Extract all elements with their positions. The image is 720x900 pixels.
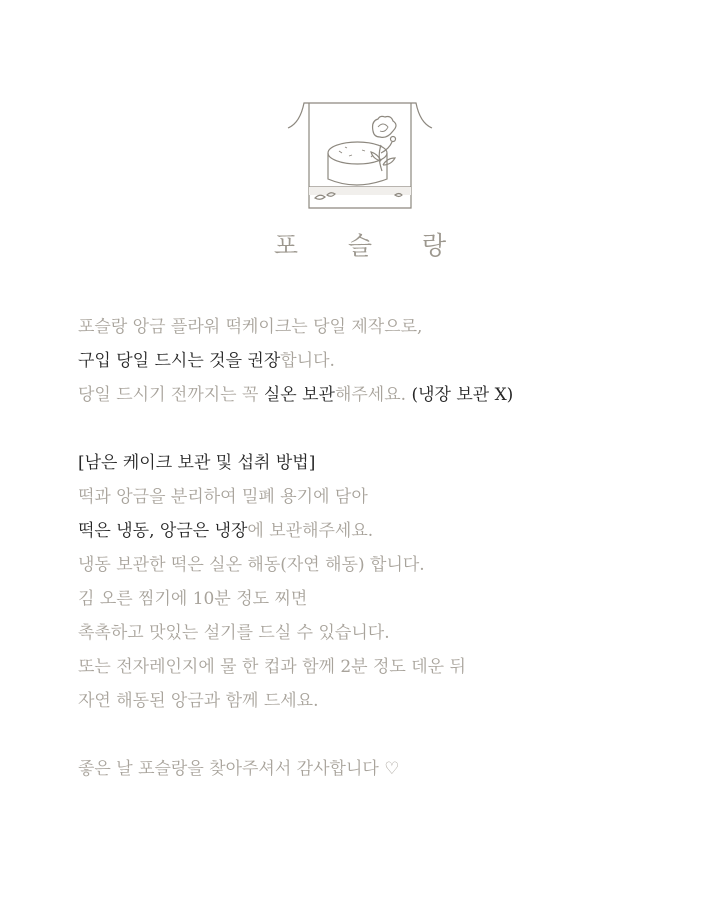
plain-text: 당일 드시기 전까지는 꼭 bbox=[78, 385, 264, 405]
plain-text: 에 보관해주세요. bbox=[247, 521, 374, 541]
storage-line-7: 자연 해동된 앙금과 함께 드세요. bbox=[78, 691, 319, 711]
storage-line-5: 촉촉하고 맛있는 설기를 드실 수 있습니다. bbox=[78, 623, 390, 643]
emphasis-text: 떡은 냉동, 앙금은 냉장 bbox=[78, 521, 248, 541]
spacer bbox=[78, 718, 698, 752]
emphasis-text: 구입 당일 드시는 것을 권장 bbox=[78, 351, 281, 371]
storage-line-1: 떡과 앙금을 분리하여 밀폐 용기에 담아 bbox=[78, 487, 368, 507]
intro-line-2 bbox=[78, 344, 698, 378]
storage-line-3: 냉동 보관한 떡은 실온 해동(자연 해동) 합니다. bbox=[78, 555, 425, 575]
closing-line: 좋은 날 포슬랑을 찾아주셔서 감사합니다 ♡ bbox=[78, 759, 400, 779]
storage-heading: [남은 케이크 보관 및 섭취 방법] bbox=[78, 453, 316, 473]
cake-house-logo-icon bbox=[285, 95, 435, 220]
storage-line-6: 또는 전자레인지에 물 한 컵과 함께 2분 정도 데운 뒤 bbox=[78, 657, 466, 677]
storage-line-4: 김 오른 찜기에 10분 정도 찌면 bbox=[78, 589, 308, 609]
spacer bbox=[78, 412, 698, 446]
intro-line-1: 포슬랑 앙금 플라워 떡케이크는 당일 제작으로, bbox=[78, 317, 423, 337]
plain-text: 합니다. bbox=[280, 351, 335, 371]
intro-line-3 bbox=[78, 378, 698, 412]
storage-line-2 bbox=[78, 514, 698, 548]
brand-name: 포 슬 랑 bbox=[273, 231, 468, 260]
notice-text bbox=[78, 310, 698, 786]
emphasis-text: (냉장 보관 X) bbox=[411, 385, 514, 405]
emphasis-text: 실온 보관 bbox=[263, 385, 335, 405]
plain-text: 해주세요. bbox=[334, 385, 412, 405]
